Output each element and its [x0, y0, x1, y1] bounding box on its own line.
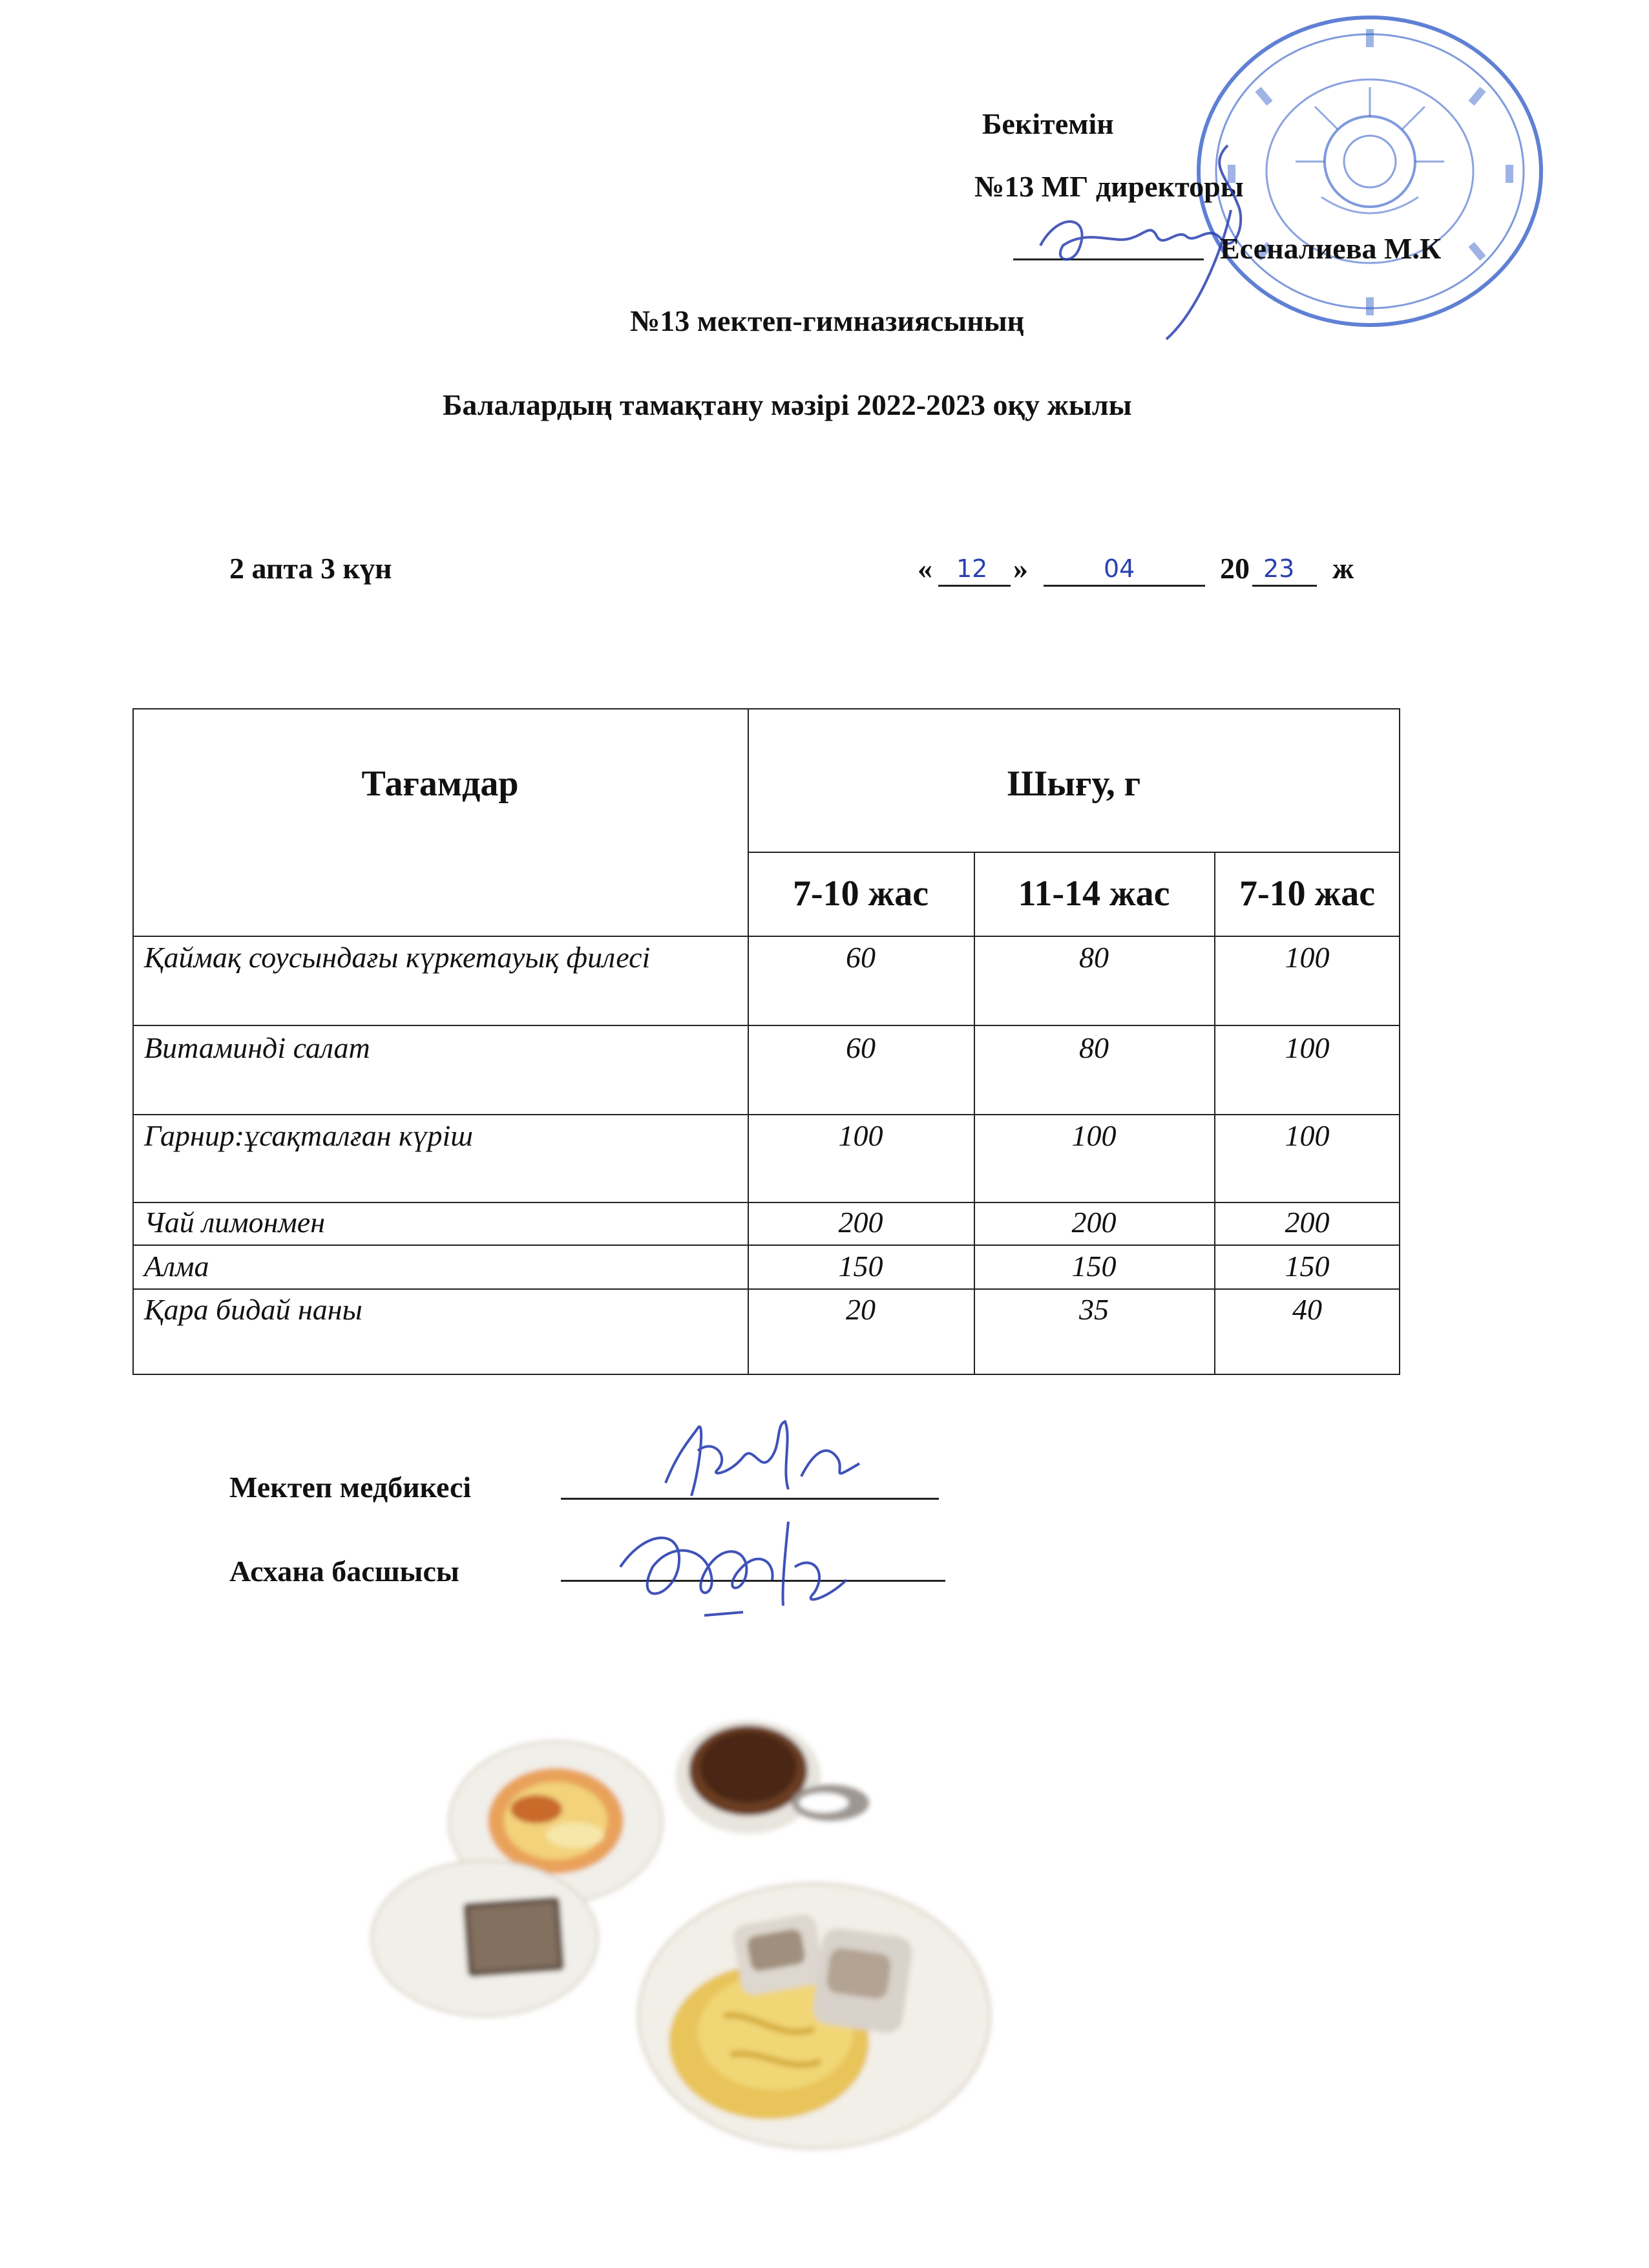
dish-name: Алма [144, 1250, 209, 1283]
year-line [1252, 585, 1317, 587]
value-age-2: 80 [1079, 1031, 1109, 1064]
dish-name: Гарнир:ұсақталған күріш [144, 1119, 474, 1152]
value-age-2: 150 [1071, 1250, 1117, 1283]
header-dishes: Тағамдар [361, 764, 519, 804]
value-age-2: 80 [1079, 941, 1109, 974]
value-age-2: 100 [1071, 1119, 1117, 1152]
value-age-1: 20 [846, 1293, 876, 1326]
value-age-3: 150 [1285, 1250, 1330, 1283]
header-age-2: 11-14 жас [1018, 874, 1170, 914]
nurse-signature [653, 1412, 872, 1515]
month-line [1044, 585, 1205, 587]
dish-name: Қара бидай наны [144, 1293, 362, 1326]
value-age-3: 100 [1285, 1031, 1330, 1064]
day-line [938, 585, 1011, 587]
nurse-label: Мектеп медбикесі [229, 1471, 472, 1504]
director-position: №13 МГ директоры [974, 170, 1244, 203]
document-title-line1: №13 мектеп-гимназиясының [630, 304, 1025, 337]
value-age-2: 35 [1079, 1293, 1109, 1326]
canteen-head-label: Асхана басшысы [229, 1555, 459, 1588]
director-name: Есеналиева М.К [1220, 232, 1442, 265]
value-age-1: 150 [838, 1250, 883, 1283]
document-title-line2: Балалардың тамақтану мәзірі 2022-2023 оқу жылы [443, 388, 1132, 421]
dish-name: Витаминді салат [144, 1031, 370, 1064]
date-close-quote: » [1013, 552, 1028, 585]
year-prefix: 20 [1220, 552, 1250, 585]
value-age-3: 100 [1285, 941, 1330, 974]
value-age-3: 100 [1285, 1119, 1330, 1152]
header-age-1: 7-10 жас [792, 874, 929, 914]
dish-name: Қаймақ соусындағы күркетауық филесі [144, 941, 651, 974]
value-age-1: 60 [846, 941, 876, 974]
dish-name: Чай лимонмен [144, 1206, 326, 1239]
value-age-1: 200 [838, 1206, 883, 1239]
meal-photo [362, 1706, 1086, 2158]
date-year: 23 [1263, 554, 1295, 583]
approval-label: Бекітемін [982, 107, 1114, 140]
header-age-3: 7-10 жас [1239, 874, 1376, 914]
date-open-quote: « [918, 552, 932, 585]
date-month: 04 [1104, 554, 1135, 583]
date-day: 12 [956, 554, 988, 583]
year-suffix-label: ж [1332, 552, 1354, 585]
value-age-3: 200 [1285, 1206, 1330, 1239]
canteen-head-signature [607, 1502, 866, 1632]
value-age-1: 100 [838, 1119, 883, 1152]
value-age-1: 60 [846, 1031, 876, 1064]
week-day: 2 апта 3 күн [229, 552, 392, 585]
value-age-2: 200 [1071, 1206, 1117, 1239]
header-output: Шығу, г [1007, 764, 1141, 804]
value-age-3: 40 [1292, 1293, 1322, 1326]
menu-table [132, 708, 1400, 1375]
